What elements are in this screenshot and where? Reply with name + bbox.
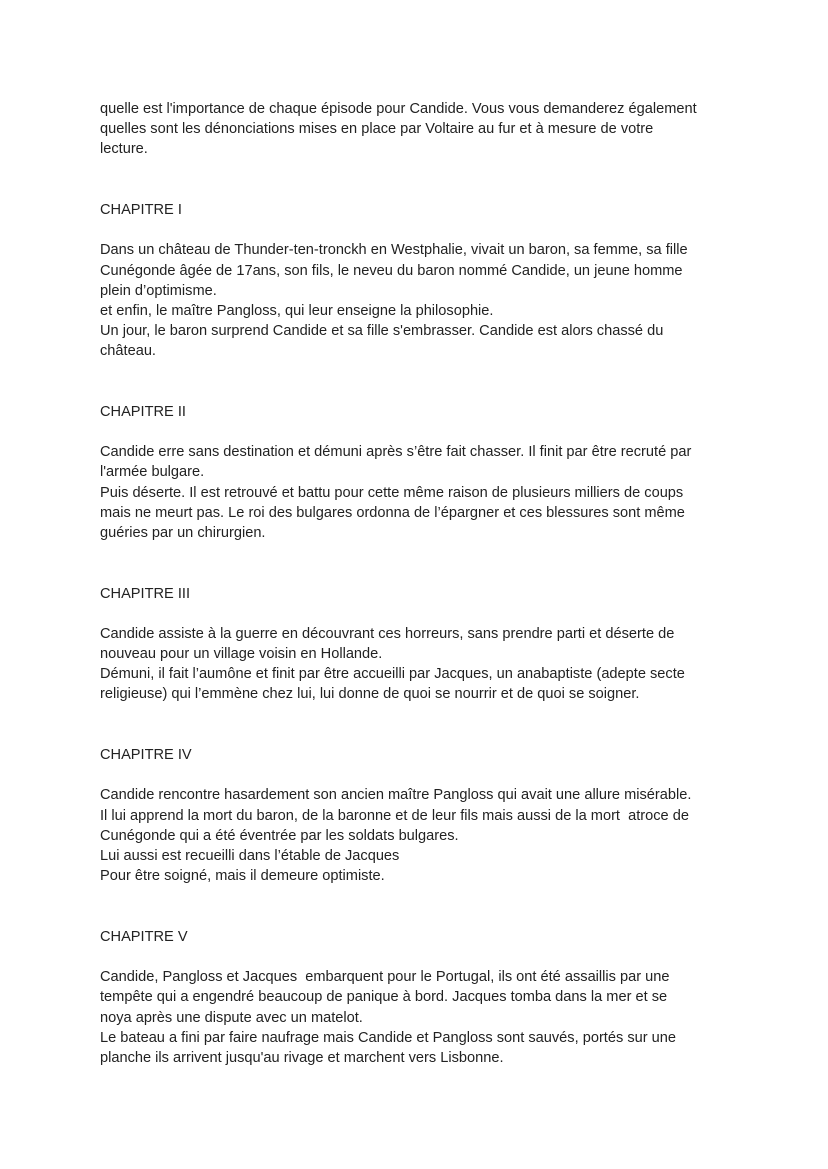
chapter-section	[100, 402, 780, 543]
chapter-text-line: guéries par un chirurgien.	[100, 524, 266, 541]
document-page	[100, 99, 780, 1068]
chapter-heading: CHAPITRE IV	[100, 747, 192, 764]
chapter-heading: CHAPITRE V	[100, 928, 188, 945]
chapter-text-line: Cunégonde qui a été éventrée par les soldats bulgares.	[100, 827, 459, 844]
chapter-text-line: Démuni, il fait l’aumône et finit par être accueilli par Jacques, un anabaptiste (adepte secte	[100, 666, 685, 683]
chapter-text-line: mais ne meurt pas. Le roi des bulgares ordonna de l’épargner et ces blessures sont même	[100, 504, 685, 521]
chapter-text-line: religieuse) qui l’emmène chez lui, lui donne de quoi se nourrir et de quoi se soigner.	[100, 686, 640, 703]
chapter-text-line: Candide assiste à la guerre en découvrant ces horreurs, sans prendre parti et déserte de	[100, 625, 675, 642]
intro-line: lecture.	[100, 141, 148, 158]
chapter-text-line: nouveau pour un village voisin en Hollande.	[100, 646, 383, 663]
chapters-list	[100, 200, 780, 1068]
chapter-text-line: Puis déserte. Il est retrouvé et battu pour cette même raison de plusieurs milliers de coups	[100, 484, 684, 501]
chapter-heading: CHAPITRE III	[100, 585, 191, 602]
chapter-text-line: noya après une dispute avec un matelot.	[100, 1009, 363, 1026]
chapter-text-line: Il lui apprend la mort du baron, de la baronne et de leur fils mais aussi de la mort atroce de	[100, 807, 689, 824]
chapter-text-line: Candide erre sans destination et démuni après s’être fait chasser. Il finit par être recruté par	[100, 444, 692, 461]
chapter-heading: CHAPITRE II	[100, 403, 186, 420]
chapter-text-line: Candide, Pangloss et Jacques embarquent pour le Portugal, ils ont été assaillis par une	[100, 969, 670, 986]
intro-line: quelles sont les dénonciations mises en place par Voltaire au fur et à mesure de votre	[100, 121, 654, 138]
chapter-text-line: Candide rencontre hasardement son ancien maître Pangloss qui avait une allure misérable.	[100, 787, 692, 804]
intro-paragraph	[100, 99, 780, 160]
chapter-text-line: plein d’optimisme.	[100, 282, 217, 299]
chapter-text-line: Le bateau a fini par faire naufrage mais Candide et Pangloss sont sauvés, portés sur une	[100, 1029, 676, 1046]
chapter-text-line: tempête qui a engendré beaucoup de panique à bord. Jacques tomba dans la mer et se	[100, 989, 668, 1006]
chapter-text-line: Lui aussi est recueilli dans l’étable de Jacques	[100, 848, 400, 864]
chapter-text-line: Cunégonde âgée de 17ans, son fils, le neveu du baron nommé Candide, un jeune homme	[100, 262, 683, 279]
chapter-text-line: château.	[100, 343, 156, 360]
chapter-section	[100, 927, 780, 1068]
chapter-text-line: et enfin, le maître Pangloss, qui leur enseigne la philosophie.	[100, 302, 494, 319]
chapter-section	[100, 745, 780, 886]
chapter-section	[100, 584, 780, 705]
chapter-heading: CHAPITRE I	[100, 201, 182, 218]
chapter-text-line: Dans un château de Thunder-ten-tronckh en Westphalie, vivait un baron, sa femme, sa fille	[100, 242, 688, 259]
chapter-text-line: planche ils arrivent jusqu'au rivage et marchent vers Lisbonne.	[100, 1049, 504, 1066]
chapter-text-line: Pour être soigné, mais il demeure optimiste.	[100, 868, 385, 885]
chapter-text-line: l'armée bulgare.	[100, 464, 205, 481]
chapter-section	[100, 200, 780, 362]
chapter-text-line: Un jour, le baron surprend Candide et sa fille s'embrasser. Candide est alors chassé du	[100, 323, 664, 340]
intro-line: quelle est l'importance de chaque épisode pour Candide. Vous vous demanderez également	[100, 101, 697, 117]
